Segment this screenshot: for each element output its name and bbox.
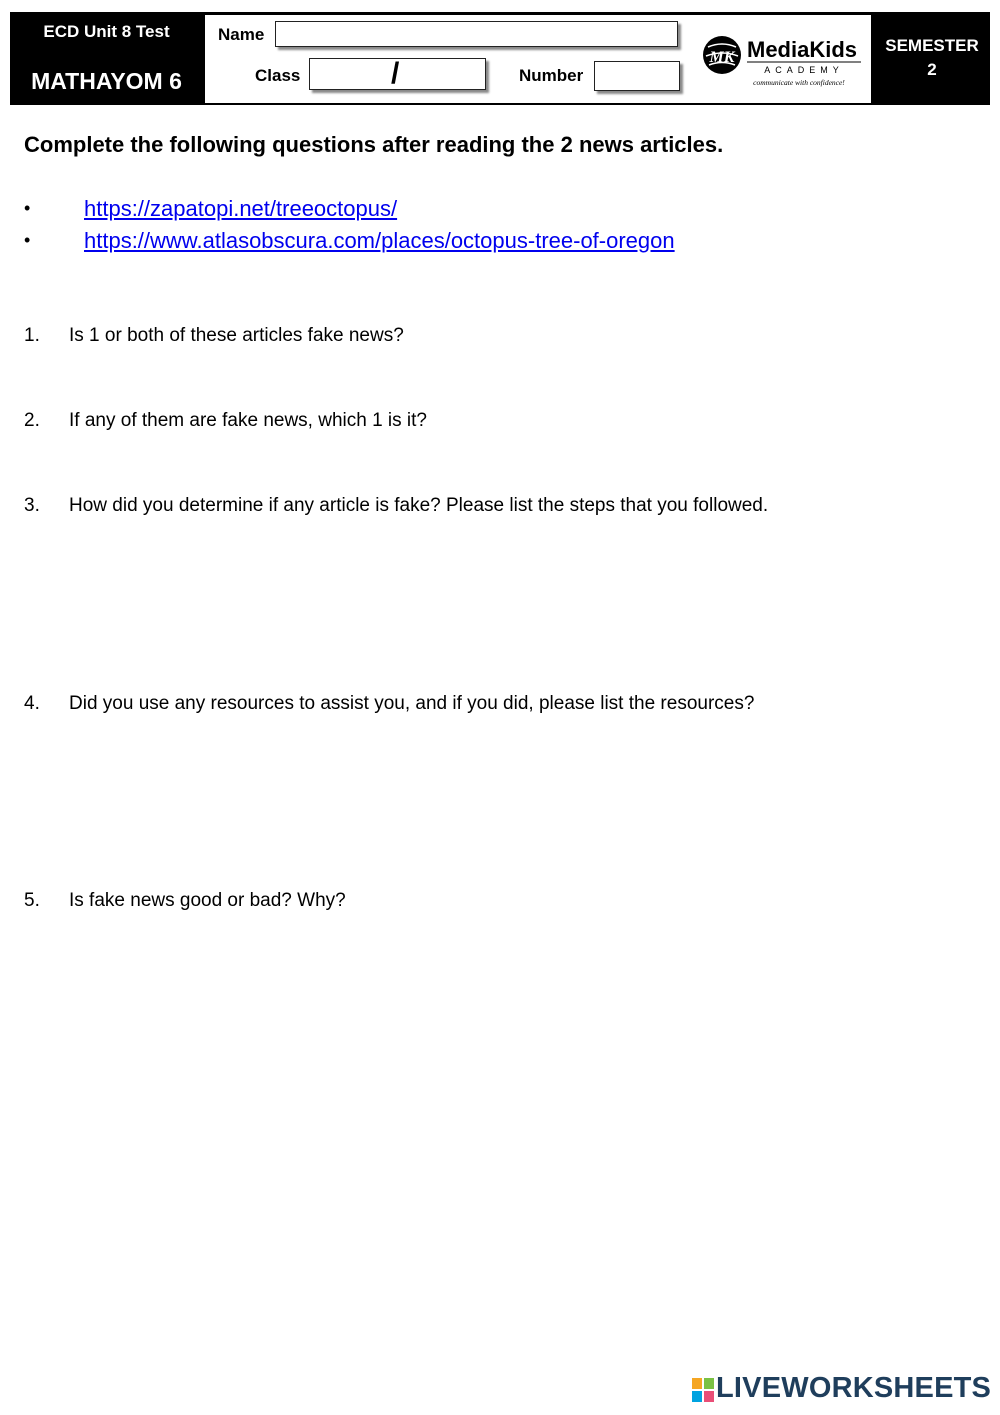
logo-brand: MediaKids (747, 37, 858, 62)
logo-monogram: MK (709, 49, 735, 66)
question-text: Did you use any resources to assist you, and if you did, please list the resources? (69, 693, 755, 714)
liveworksheets-icon (692, 1378, 714, 1402)
question-number: 4. (24, 693, 40, 714)
header-left-panel (10, 12, 203, 105)
question-number: 2. (24, 410, 40, 431)
semester-panel (874, 12, 990, 105)
name-field[interactable] (275, 21, 678, 47)
question-number: 1. (24, 325, 40, 346)
instructions-heading: Complete the following questions after reading the 2 news articles. (24, 132, 724, 157)
question-number: 5. (24, 890, 40, 911)
mediakids-logo (703, 25, 865, 91)
liveworksheets-footer (692, 1372, 992, 1412)
question-text: How did you determine if any article is fake? Please list the steps that you followed. (69, 495, 769, 516)
student-info-panel (205, 15, 871, 103)
number-field[interactable] (594, 61, 680, 91)
bullet: • (24, 230, 31, 250)
question-number: 3. (24, 495, 40, 516)
question-text: Is fake news good or bad? Why? (69, 890, 346, 911)
semester-number: 2 (927, 60, 937, 79)
class-separator: / (391, 57, 400, 90)
unit-test-title: ECD Unit 8 Test (43, 22, 170, 41)
question-text: If any of them are fake news, which 1 is it? (69, 410, 428, 431)
question-text: Is 1 or both of these articles fake news? (69, 325, 404, 346)
liveworksheets-brand: LIVEWORKSHEETS (716, 1372, 992, 1404)
semester-label: SEMESTER (885, 36, 979, 55)
logo-tagline: communicate with confidence! (753, 78, 845, 87)
article-link-2[interactable]: https://www.atlasobscura.com/places/octopus-tree-of-oregon (84, 228, 675, 253)
class-label: Class (255, 66, 301, 85)
worksheet-header (10, 12, 990, 105)
number-label: Number (519, 66, 584, 85)
name-label: Name (218, 25, 265, 44)
article-link-1[interactable]: https://zapatopi.net/treeoctopus/ (84, 196, 398, 221)
level-title: MATHAYOM 6 (31, 68, 182, 94)
bullet: • (24, 198, 31, 218)
logo-subtitle: ACADEMY (764, 65, 844, 75)
